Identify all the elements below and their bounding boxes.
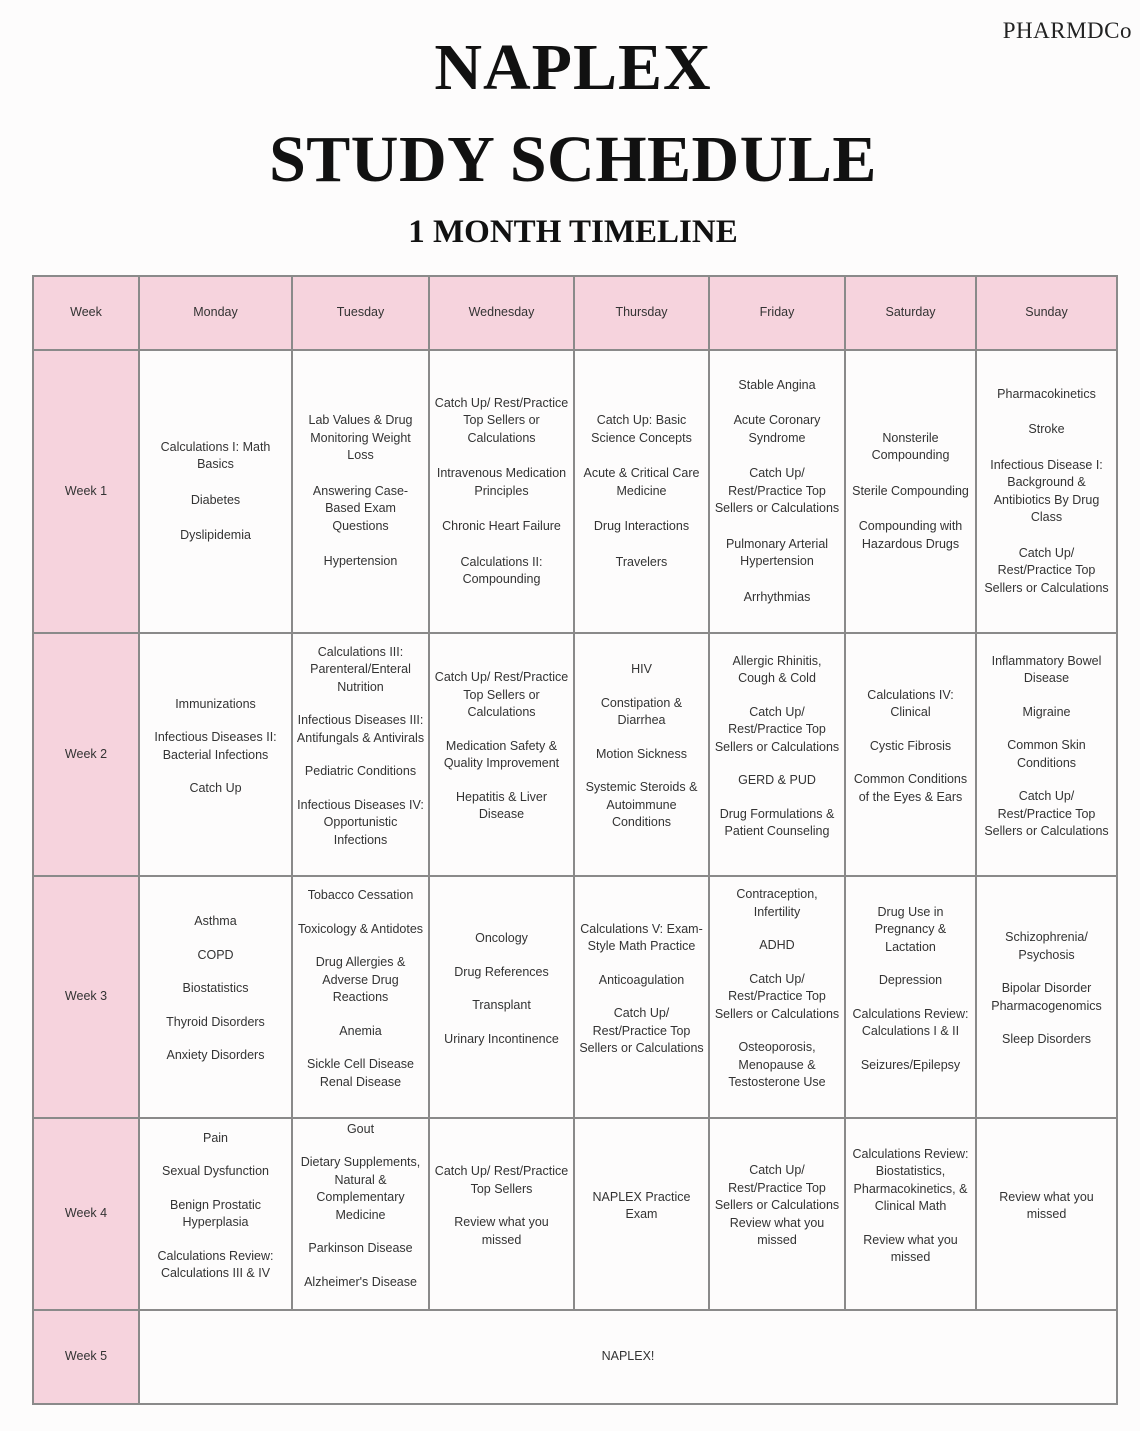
schedule-topic: Alzheimer's Disease xyxy=(304,1274,417,1289)
day-cell-monday xyxy=(139,633,292,876)
schedule-topic: Constipation & Diarrhea xyxy=(600,695,683,728)
brand-logo-text: PHARMDCo xyxy=(1002,18,1132,43)
day-cell-tuesday xyxy=(292,350,429,633)
schedule-topic: Anxiety Disorders xyxy=(166,1048,265,1063)
header-wednesday: Wednesday xyxy=(429,276,574,350)
schedule-topic: Lab Values & Drug Monitoring Weight Loss xyxy=(308,413,413,463)
schedule-topic: Catch Up/ Rest/Practice Top Sellers or Calculations xyxy=(579,1006,704,1055)
day-cell-tuesday xyxy=(292,1118,429,1310)
schedule-topic: Drug References xyxy=(454,964,549,979)
schedule-topic: Catch Up/ Rest/Practice Top Sellers or Calculations xyxy=(714,704,840,754)
schedule-topic: Inflammatory Bowel Disease xyxy=(991,653,1102,685)
schedule-topic: Calculations Review: Biostatistics, Pharmacokinetics, & Clinical Math xyxy=(852,1146,969,1213)
week-label: Week 4 xyxy=(33,1118,139,1310)
schedule-topic: Osteoporosis, Menopause & Testosterone Use xyxy=(728,1040,826,1090)
schedule-topic: Common Conditions of the Eyes & Ears xyxy=(853,772,968,804)
schedule-topic: Stroke xyxy=(1028,422,1065,437)
header-sunday: Sunday xyxy=(976,276,1117,350)
schedule-topic: Calculations II: Compounding xyxy=(460,554,543,586)
schedule-topic: Dyslipidemia xyxy=(180,528,251,542)
schedule-topic: Schizophrenia/ Psychosis xyxy=(1005,930,1088,962)
day-cell-thursday xyxy=(574,1118,709,1310)
day-cell-wednesday xyxy=(429,876,574,1118)
header-friday: Friday xyxy=(709,276,845,350)
week-label: Week 5 xyxy=(33,1310,139,1404)
week-row xyxy=(33,1118,1117,1310)
schedule-topic: Review what you missed xyxy=(999,1189,1094,1221)
header-thursday: Thursday xyxy=(574,276,709,350)
day-cell-wednesday xyxy=(429,350,574,633)
schedule-topic: Catch Up/ Rest/Practice Top Sellers or Calculations xyxy=(984,545,1109,595)
schedule-topic: Catch Up xyxy=(189,781,242,795)
schedule-topic: Pain xyxy=(202,1130,229,1145)
schedule-topic: Parkinson Disease xyxy=(308,1241,413,1256)
schedule-topic: Calculations Review: Calculations III & IV xyxy=(157,1248,274,1280)
day-cell-monday xyxy=(139,1118,292,1310)
day-cell-saturday xyxy=(845,1118,976,1310)
schedule-topic: Systemic Steroids & Autoimmune Conditions xyxy=(585,780,698,830)
schedule-topic: Bipolar Disorder Pharmacogenomics xyxy=(991,981,1102,1013)
schedule-topic: Review what you missed xyxy=(863,1232,958,1264)
schedule-topic: Benign Prostatic Hyperplasia xyxy=(169,1197,262,1229)
exam-day-cell: NAPLEX! xyxy=(139,1310,1117,1404)
schedule-topic: Tobacco Cessation xyxy=(307,888,414,902)
schedule-topic: Review what you missed xyxy=(454,1215,549,1247)
schedule-topic: Common Skin Conditions xyxy=(1007,738,1086,770)
week-row xyxy=(33,633,1117,876)
schedule-topic: Drug Formulations & Patient Counseling xyxy=(719,806,835,838)
day-cell-sunday xyxy=(976,1118,1117,1310)
schedule-topic: COPD xyxy=(197,947,234,962)
schedule-topic: Sleep Disorders xyxy=(1002,1032,1091,1047)
day-cell-saturday xyxy=(845,350,976,633)
schedule-topic: Diabetes xyxy=(190,492,241,507)
schedule-topic: Arrhythmias xyxy=(743,589,811,604)
schedule-topic: Transplant xyxy=(472,998,531,1012)
schedule-topic: Anticoagulation xyxy=(598,972,685,987)
day-cell-thursday xyxy=(574,633,709,876)
schedule-topic: Travelers xyxy=(615,554,668,569)
schedule-topic: ADHD xyxy=(759,938,795,953)
schedule-topic: Anemia xyxy=(339,1023,382,1038)
day-cell-sunday xyxy=(976,633,1117,876)
schedule-topic: Calculations V: Exam-Style Math Practice xyxy=(580,921,703,953)
schedule-topic: Contraception, Infertility xyxy=(736,887,818,919)
schedule-topic: Dietary Supplements, Natural & Complementary Medicine xyxy=(300,1155,421,1222)
day-cell-friday xyxy=(709,350,845,633)
schedule-topic: Urinary Incontinence xyxy=(444,1031,559,1046)
week-row xyxy=(33,1310,1117,1404)
schedule-topic: Medication Safety & Quality Improvement xyxy=(443,738,560,771)
day-cell-friday xyxy=(709,876,845,1118)
page-title-line-1: NAPLEX xyxy=(434,31,712,104)
schedule-topic: Drug Interactions xyxy=(593,519,690,533)
schedule-topic: Nonsterile Compounding xyxy=(871,430,950,463)
day-cell-saturday xyxy=(845,633,976,876)
schedule-topic: Calculations I: Math Basics xyxy=(160,439,271,471)
page-title-line-2: STUDY SCHEDULE xyxy=(269,123,877,196)
schedule-topic: Sexual Dysfunction xyxy=(161,1164,269,1178)
page-subtitle: 1 MONTH TIMELINE xyxy=(408,214,738,250)
header-tuesday: Tuesday xyxy=(292,276,429,350)
schedule-topic: Chronic Heart Failure xyxy=(442,519,561,533)
schedule-topic: Hypertension xyxy=(323,554,398,569)
schedule-topic: Asthma xyxy=(194,914,237,929)
schedule-topic: Catch Up/ Rest/Practice Top Sellers or Calculations xyxy=(714,971,840,1021)
schedule-topic: Catch Up/ Rest/Practice Top Sellers or Calculations xyxy=(714,466,840,516)
schedule-topic: Sickle Cell Disease Renal Disease xyxy=(307,1057,414,1089)
day-cell-monday xyxy=(139,350,292,633)
schedule-topic: Toxicology & Antidotes xyxy=(297,921,424,936)
week-label: Week 2 xyxy=(33,633,139,876)
schedule-topic: Calculations Review: Calculations I & II xyxy=(852,1006,969,1039)
schedule-topic: Calculations III: Parenteral/Enteral Nutrition xyxy=(310,644,411,694)
week-row xyxy=(33,350,1117,633)
header-row xyxy=(33,276,1117,350)
schedule-topic: Motion Sickness xyxy=(595,746,687,761)
schedule-topic: Migraine xyxy=(1022,704,1071,719)
schedule-topic: Gout xyxy=(346,1121,375,1136)
day-cell-wednesday xyxy=(429,633,574,876)
day-cell-tuesday xyxy=(292,633,429,876)
schedule-topic: Infectious Disease I: Background & Antibiotics By Drug Class xyxy=(990,457,1103,525)
header-week: Week xyxy=(33,276,139,350)
schedule-topic: Cystic Fibrosis xyxy=(869,738,952,753)
day-cell-thursday xyxy=(574,350,709,633)
week-row xyxy=(33,876,1117,1118)
schedule-topic: Catch Up/ Rest/Practice Top Sellers or Calculations Review what you missed xyxy=(714,1163,840,1248)
day-cell-friday xyxy=(709,633,845,876)
schedule-topic: Pulmonary Arterial Hypertension xyxy=(725,536,829,569)
header-monday: Monday xyxy=(139,276,292,350)
schedule-topic: Infectious Diseases II: Bacterial Infections xyxy=(154,730,277,762)
schedule-topic: Biostatistics xyxy=(182,981,249,996)
schedule-topic: Hepatitis & Liver Disease xyxy=(455,789,547,822)
study-schedule-table xyxy=(32,275,1118,1405)
schedule-topic: Seizures/Epilepsy xyxy=(860,1057,961,1072)
schedule-topic: Catch Up/ Rest/Practice Top Sellers or Calculations xyxy=(434,670,569,720)
schedule-topic: Sterile Compounding xyxy=(852,483,969,498)
schedule-topic: Compounding with Hazardous Drugs xyxy=(858,519,963,551)
schedule-topic: Acute & Critical Care Medicine xyxy=(583,466,700,498)
schedule-topic: Infectious Diseases IV: Opportunistic Infections xyxy=(297,797,424,847)
schedule-topic: Catch Up: Basic Science Concepts xyxy=(591,413,692,445)
day-cell-sunday xyxy=(976,350,1117,633)
schedule-topic: Catch Up/ Rest/Practice Top Sellers or Calculations xyxy=(434,395,569,445)
schedule-topic: Drug Allergies & Adverse Drug Reactions xyxy=(315,955,406,1004)
schedule-topic: Allergic Rhinitis, Cough & Cold xyxy=(732,653,822,685)
schedule-topic: Acute Coronary Syndrome xyxy=(733,413,821,445)
schedule-topic: Thyroid Disorders xyxy=(166,1014,265,1029)
schedule-topic: Oncology xyxy=(475,931,528,945)
schedule-topic: Catch Up/ Rest/Practice Top Sellers xyxy=(434,1164,569,1196)
week-label: Week 1 xyxy=(33,350,139,633)
schedule-topic: Infectious Diseases III: Antifungals & Antivirals xyxy=(296,713,425,745)
schedule-topic: Stable Angina xyxy=(738,377,816,392)
schedule-topic: Pediatric Conditions xyxy=(304,764,417,779)
day-cell-monday xyxy=(139,876,292,1118)
schedule-topic: Depression xyxy=(878,973,943,988)
week-label: Week 3 xyxy=(33,876,139,1118)
header-saturday: Saturday xyxy=(845,276,976,350)
schedule-topic: Immunizations xyxy=(175,696,256,711)
day-cell-friday xyxy=(709,1118,845,1310)
schedule-topic: GERD & PUD xyxy=(738,773,816,787)
schedule-topic: Pharmacokinetics xyxy=(997,386,1096,401)
day-cell-thursday xyxy=(574,876,709,1118)
schedule-topic: Calculations IV: Clinical xyxy=(867,687,954,720)
day-cell-wednesday xyxy=(429,1118,574,1310)
schedule-topic: NAPLEX Practice Exam xyxy=(592,1189,691,1221)
schedule-topic: Drug Use in Pregnancy & Lactation xyxy=(874,904,947,954)
schedule-topic: HIV xyxy=(631,662,652,677)
schedule-topic: Intravenous Medication Principles xyxy=(436,466,567,498)
schedule-topic: Answering Case-Based Exam Questions xyxy=(312,483,409,533)
day-cell-sunday xyxy=(976,876,1117,1118)
schedule-topic: Catch Up/ Rest/Practice Top Sellers or Calculations xyxy=(984,789,1109,838)
day-cell-saturday xyxy=(845,876,976,1118)
day-cell-tuesday xyxy=(292,876,429,1118)
